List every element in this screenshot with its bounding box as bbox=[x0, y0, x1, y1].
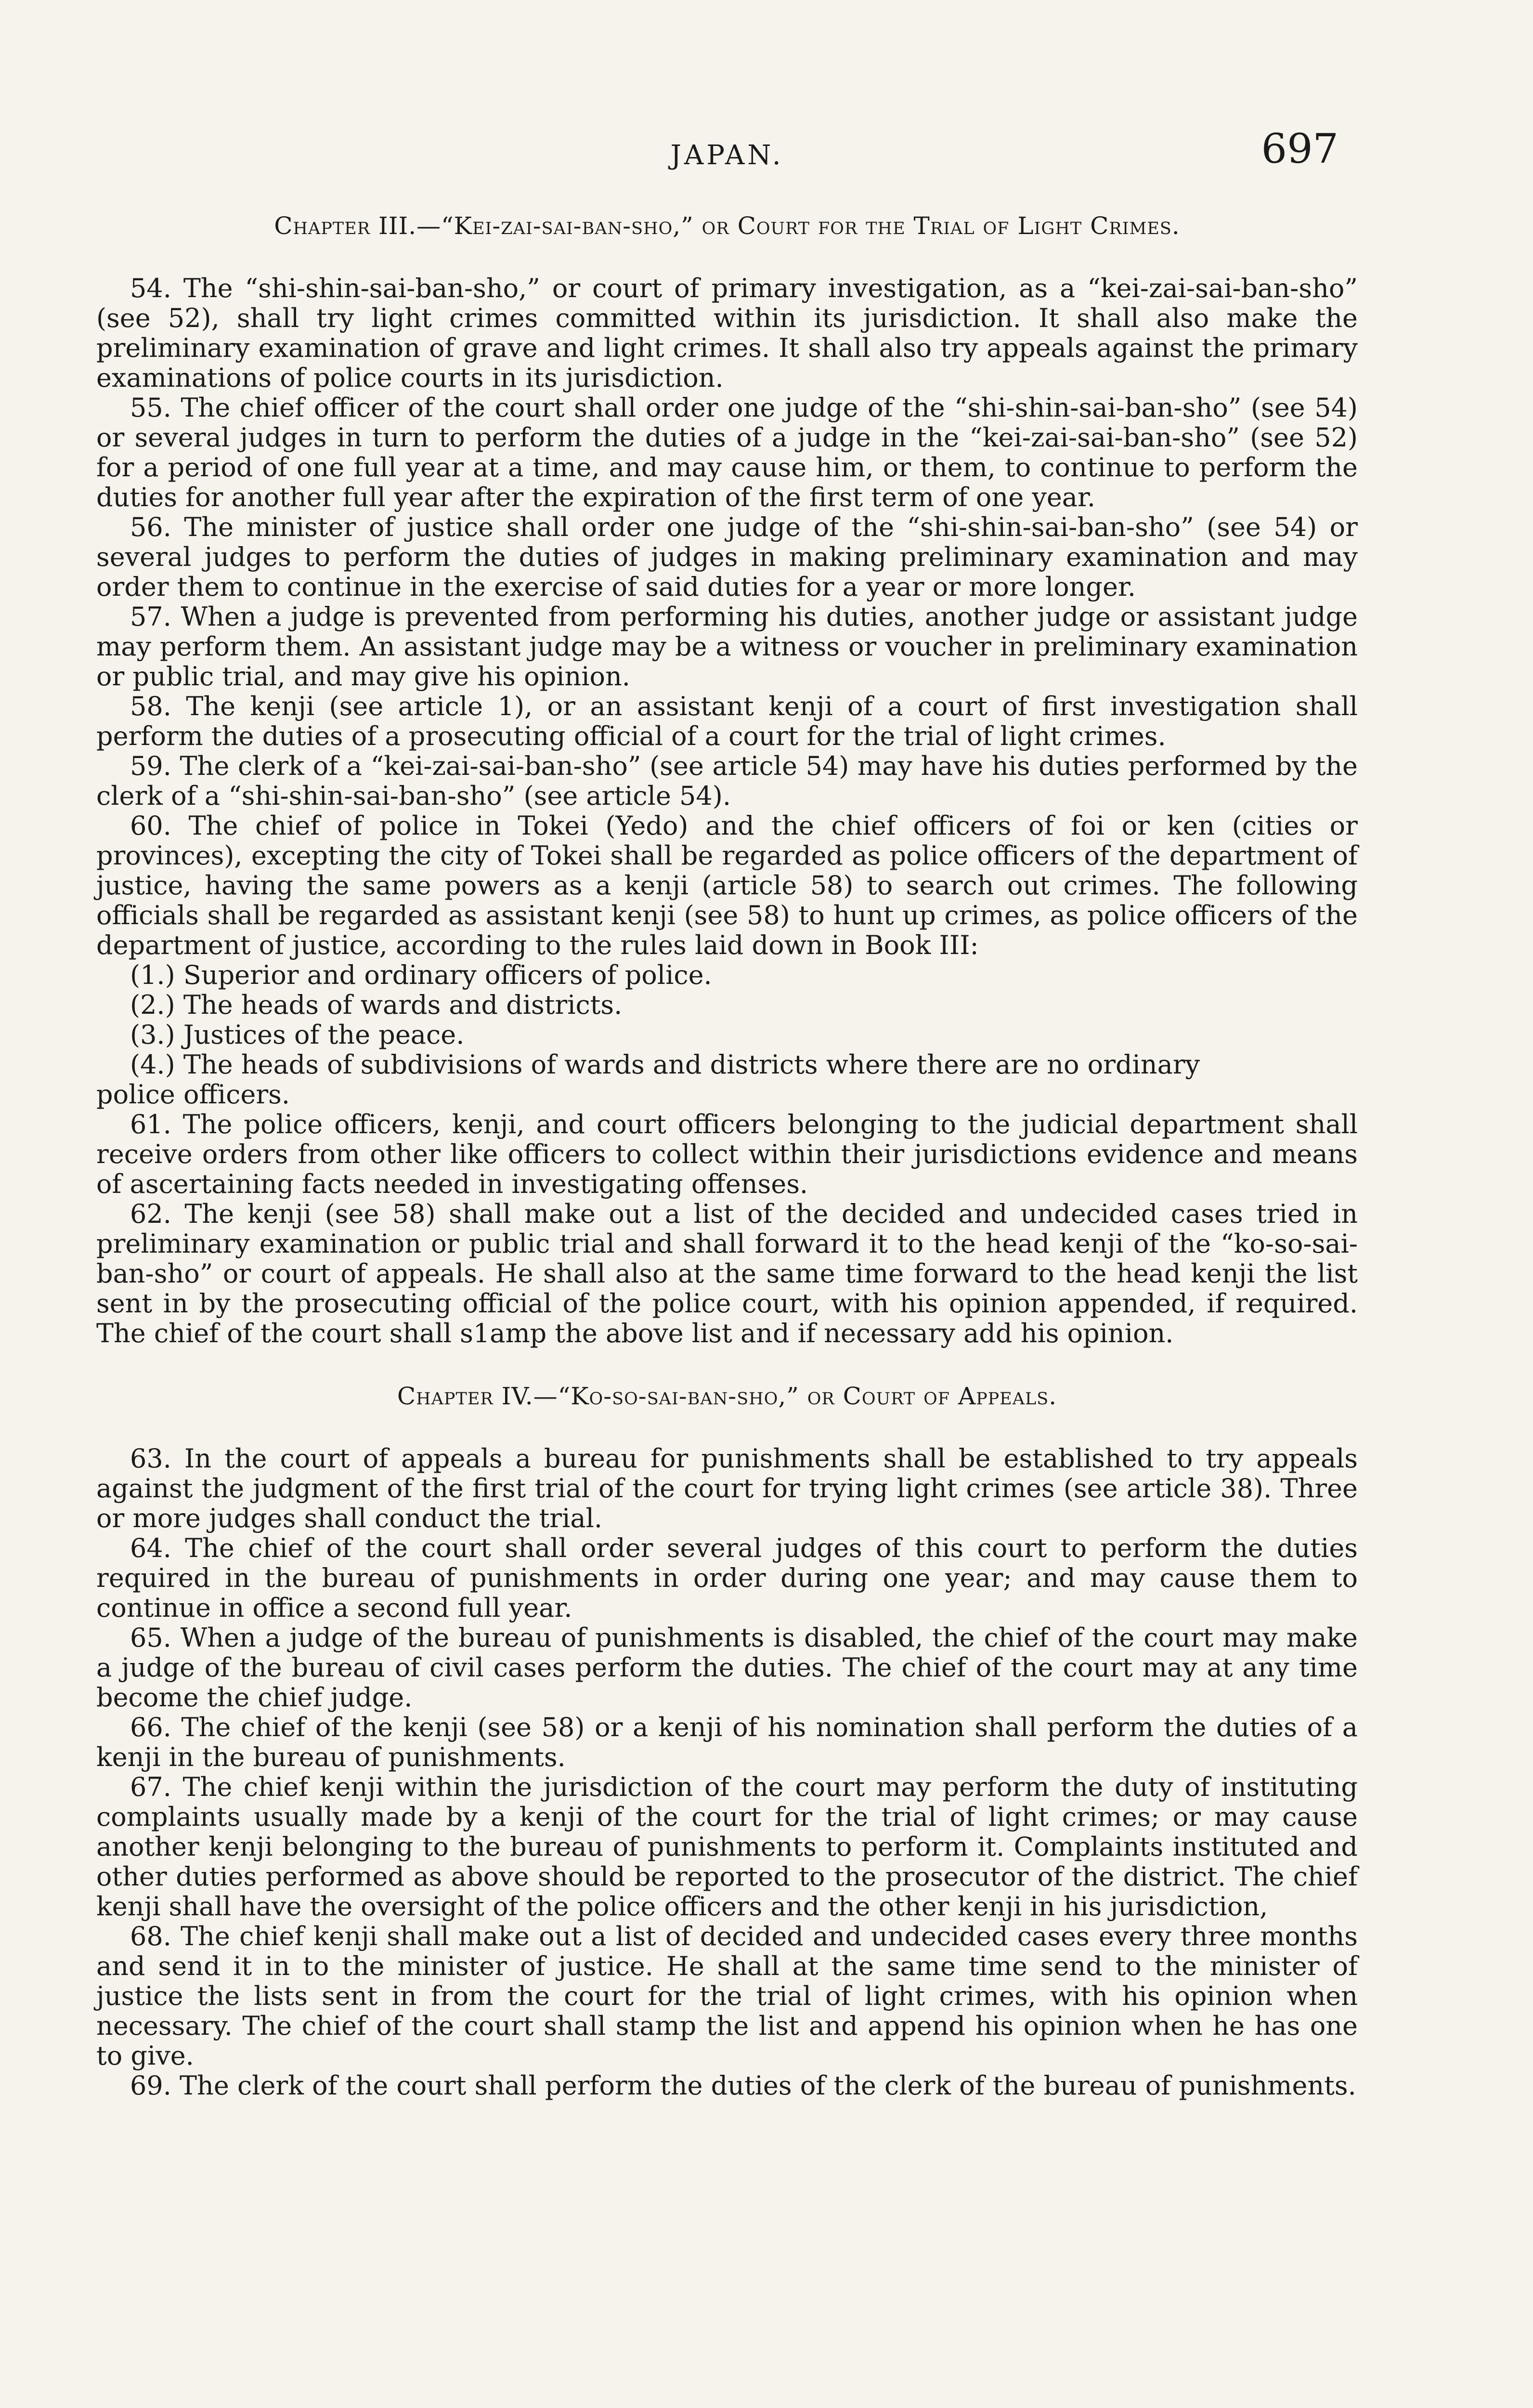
article-paragraph: 54. The “shi-shin-sai-ban-sho,” or court of primary investigation, as a “kei-zai-sai-ban-sho” (see 52), shall try light crimes committed within its jurisdiction. It shall also make the preliminary examination of grave and light crimes. It shall also try appeals against the primary examinations of police courts in its jurisdiction. bbox=[96, 273, 1358, 393]
article-paragraph: 68. The chief kenji shall make out a list of decided and undecided cases every three months and send it in to the minister of justice. He shall at the same time send to the minister of justice the lists sent in from the court for the trial of light crimes, with his opinion when necessary. The chief of the court shall stamp the list and append his opinion when he has one to give. bbox=[96, 1921, 1358, 2071]
list-item: (4.) The heads of subdivisions of wards and districts where there are no ordinary bbox=[130, 1049, 1200, 1080]
article-paragraph: 56. The minister of justice shall order one judge of the “shi-shin-sai-ban-sho” (see 54) or several judges to perform the duties of judges in making preliminary examination and may order them to continue in the exercise of said duties for a year or more longer. bbox=[96, 512, 1358, 602]
article-paragraph: 69. The clerk of the court shall perform the duties of the clerk of the bureau of punishments. bbox=[130, 2070, 1356, 2101]
article-paragraph: 61. The police officers, kenji, and court officers belonging to the judicial department shall receive orders from other like officers to collect within their jurisdictions evidence and means of ascertaining facts needed in investigating offenses. bbox=[96, 1109, 1358, 1199]
list-item: (3.) Justices of the peace. bbox=[130, 1020, 465, 1050]
article-paragraph: 63. In the court of appeals a bureau for punishments shall be established to try appeals against the judgment of the first trial of the court for trying light crimes (see article 38). Three or more judges shall conduct the trial. bbox=[96, 1443, 1358, 1533]
article-paragraph: 65. When a judge of the bureau of punishments is disabled, the chief of the court may make a judge of the bureau of civil cases perform the duties. The chief of the court may at any time become the chief judge. bbox=[96, 1623, 1358, 1713]
article-paragraph: 66. The chief of the kenji (see 58) or a kenji of his nomination shall perform the duties of a kenji in the bureau of punishments. bbox=[96, 1712, 1358, 1772]
article-paragraph: 64. The chief of the court shall order several judges of this court to perform the duties required in the bureau of punishments in order during one year; and may cause them to continue in office a second full year. bbox=[96, 1533, 1358, 1623]
chapter-heading: Chapter III.—“Kei-zai-sai-ban-sho,” or Court for the Trial of Light Crimes. bbox=[274, 212, 1180, 240]
article-paragraph: 55. The chief officer of the court shall order one judge of the “shi-shin-sai-ban-sho” (see 54) or several judges in turn to perform the duties of a judge in the “kei-zai-sai-ban-sho” (see 52) for a period of one full year at a time, and may cause him, or them, to continue to perform the duties for another full year after the expiration of the first term of one year. bbox=[96, 393, 1358, 512]
chapter-heading: Chapter IV.—“Ko-so-sai-ban-sho,” or Court of Appeals. bbox=[397, 1382, 1057, 1410]
article-paragraph: 62. The kenji (see 58) shall make out a list of the decided and undecided cases tried in preliminary examination or public trial and shall forward it to the head kenji of the “ko-so-sai-ban-sho” or court of appeals. He shall also at the same time forward to the head kenji the list sent in by the prosecuting official of the police court, with his opinion appended, if required. The chief of the court shall s1amp the above list and if necessary add his opinion. bbox=[96, 1199, 1358, 1348]
article-paragraph: 59. The clerk of a “kei-zai-sai-ban-sho” (see article 54) may have his duties performed by the clerk of a “shi-shin-sai-ban-sho” (see article 54). bbox=[96, 751, 1358, 811]
document-page bbox=[96, 125, 1358, 2408]
page-number: 697 bbox=[1261, 125, 1338, 172]
article-paragraph: 67. The chief kenji within the jurisdiction of the court may perform the duty of instituting complaints usually made by a kenji of the court for the trial of light crimes; or may cause another kenji belonging to the bureau of punishments to perform it. Complaints instituted and other duties performed as above should be reported to the prosecutor of the district. The chief kenji shall have the oversight of the police officers and the other kenji in his jurisdiction, bbox=[96, 1772, 1358, 1922]
article-paragraph: 60. The chief of police in Tokei (Yedo) and the chief officers of foi or ken (cities or provinces), excepting the city of Tokei shall be regarded as police officers of the department of justice, having the same powers as a kenji (article 58) to search out crimes. The following officials shall be regarded as assistant kenji (see 58) to hunt up crimes, as police officers of the department of justice, according to the rules laid down in Book III: bbox=[96, 811, 1358, 960]
running-title: JAPAN. bbox=[670, 140, 784, 171]
article-paragraph: 57. When a judge is prevented from performing his duties, another judge or assistant judge may perform them. An assistant judge may be a witness or voucher in preliminary examination or public trial, and may give his opinion. bbox=[96, 602, 1358, 692]
article-paragraph: 58. The kenji (see article 1), or an assistant kenji of a court of first investigation shall perform the duties of a prosecuting official of a court for the trial of light crimes. bbox=[96, 691, 1358, 751]
running-header bbox=[96, 125, 1358, 193]
list-item-continuation: police officers. bbox=[96, 1079, 290, 1110]
list-item: (2.) The heads of wards and districts. bbox=[130, 990, 623, 1020]
list-item: (1.) Superior and ordinary officers of police. bbox=[130, 960, 712, 990]
